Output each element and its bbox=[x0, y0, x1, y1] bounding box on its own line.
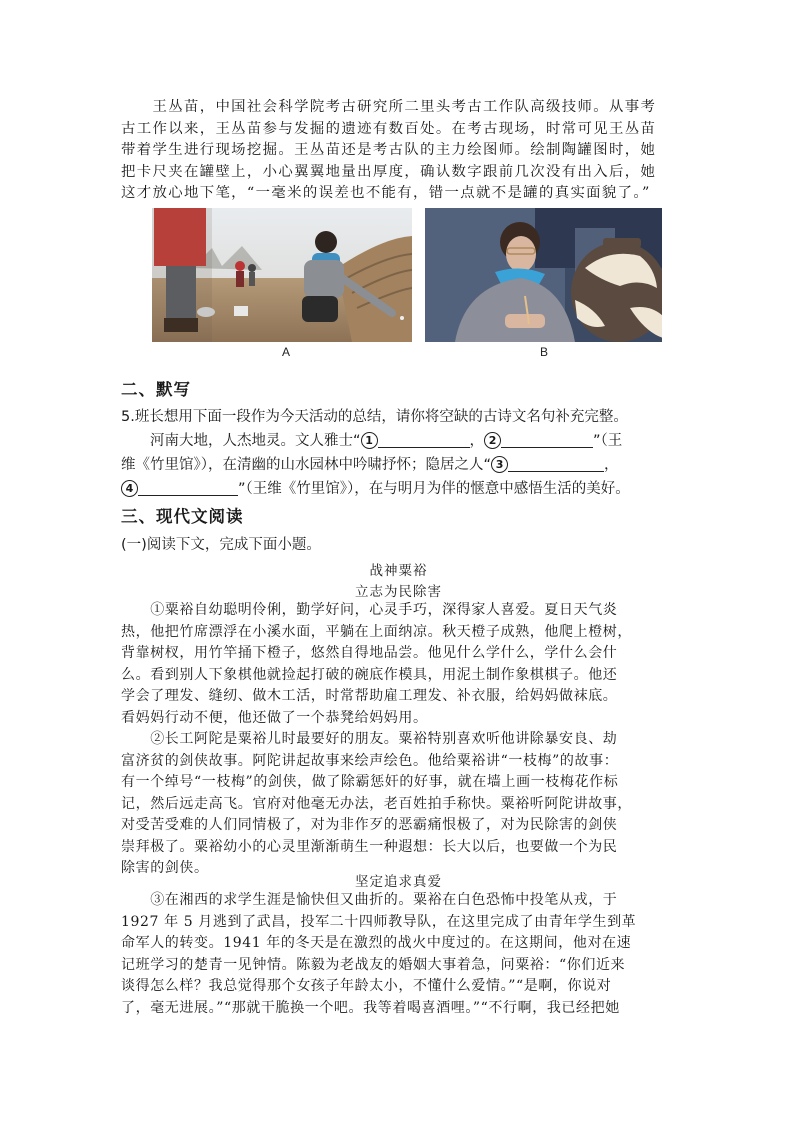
story-line: ①粟裕自幼聪明伶俐，勤学好问，心灵手巧，深得家人喜爱。夏日天气炎 bbox=[121, 602, 618, 618]
blank-number: 2 bbox=[484, 432, 501, 449]
intro-line: 古工作以来，王丛苗参与发掘的遗迹有数百处。在考古现场，时常可见王丛苗 bbox=[121, 120, 657, 137]
intro-paragraph bbox=[121, 97, 676, 205]
intro-line: 带着学生进行现场挖掘。王丛苗还是考古队的主力绘图师。绘制陶罐图时，她 bbox=[121, 142, 657, 158]
story-subheading-2: 坚定追求真爱 bbox=[355, 874, 442, 890]
photo-pottery-drawing bbox=[425, 208, 662, 342]
story-line: 了，毫无进展。”“那就干脆换一个吧。我等着喝喜酒哩。”“不行啊，我已经把她 bbox=[121, 999, 620, 1016]
story-line: 有一个绰号“一枝梅”的剑侠，做了除霸惩奸的好事，就在墙上画一枝梅花作标 bbox=[121, 774, 619, 790]
story-line: 热，他把竹席漂浮在小溪水面，平躺在上面纳凉。秋天橙子成熟，他爬上橙树， bbox=[121, 623, 632, 640]
answer-blank-3[interactable] bbox=[508, 456, 604, 472]
blank-number: 1 bbox=[361, 432, 378, 449]
story-line: 学会了理发、缝纫、做木工活，时常帮助雇工理发、补衣服，给妈妈做袜底。 bbox=[121, 688, 618, 704]
fill-text: ”（王 bbox=[593, 433, 623, 449]
photo-b-caption: B bbox=[540, 345, 549, 359]
photo-excavation-site bbox=[152, 208, 412, 342]
reading-instruction: (一)阅读下文，完成下面小题。 bbox=[121, 537, 321, 553]
answer-blank-2[interactable] bbox=[501, 432, 593, 448]
photo-a-caption: A bbox=[282, 345, 291, 359]
question-5-line-3 bbox=[121, 477, 686, 502]
story-line: ③在湘西的求学生涯是愉快但又曲折的。粟裕在白色恐怖中投笔从戎，于 bbox=[121, 892, 618, 908]
story-line: 记班学习的楚青一见钟情。陈毅为老战友的婚姻大事着急，问粟裕：“你们近来 bbox=[121, 956, 626, 973]
fill-text: 河南大地，人杰地灵。文人雅士“ bbox=[121, 433, 361, 449]
story-paragraph-1 bbox=[121, 600, 676, 729]
story-line: 背靠树杈，用竹竿捅下橙子，悠然自得地品尝。他见什么学什么，学什么会什 bbox=[121, 645, 618, 661]
fill-text: 维《竹里馆》），在清幽的山水园林中吟啸抒怀；隐居之人“ bbox=[121, 457, 492, 473]
story-paragraph-2 bbox=[121, 729, 676, 880]
story-line: 1927 年 5 月逃到了武昌，投军二十四师教导队，在这里完成了由青年学生到革 bbox=[121, 913, 637, 930]
story-line: ②长工阿陀是粟裕儿时最要好的朋友。粟裕特别喜欢听他讲除暴安良、劫 bbox=[121, 731, 618, 747]
intro-line: 王丛苗，中国社会科学院考古研究所二里头考古工作队高级技师。从事考 bbox=[121, 99, 657, 115]
story-line: 崇拜极了。粟裕幼小的心灵里渐渐萌生一种遐想：长大以后，也要做一个为民 bbox=[121, 838, 618, 855]
story-line: 记，然后远走高飞。官府对他毫无办法，老百姓拍手称快。粟裕听阿陀讲故事， bbox=[121, 795, 632, 812]
story-line: 命军人的转变。1941 年的冬天是在激烈的战火中度过的。在这期间，他对在速 bbox=[121, 935, 632, 951]
story-line: 么。看到别人下象棋他就捡起打破的碗底作模具，用泥土制作象棋棋子。他还 bbox=[121, 666, 618, 683]
answer-blank-4[interactable] bbox=[138, 480, 238, 496]
story-line: 对受苦受难的人们同情极了，对为非作歹的恶霸痛恨极了，对为民除害的剑侠 bbox=[121, 817, 618, 833]
fill-text: ， bbox=[604, 457, 619, 473]
story-line: 除害的剑侠。 bbox=[121, 860, 209, 876]
story-title: 战神粟裕 bbox=[369, 563, 428, 579]
story-line: 谈得怎么样？我总觉得那个女孩子年龄太小，不懂什么爱情。”“是啊，你说对 bbox=[121, 978, 612, 994]
section-title-modern-reading: 三、现代文阅读 bbox=[121, 507, 244, 526]
blank-number: 3 bbox=[491, 456, 508, 473]
question-5-prompt: 5.班长想用下面一段作为今天活动的总结，请你将空缺的古诗文名句补充完整。 bbox=[121, 409, 628, 425]
answer-blank-1[interactable] bbox=[378, 432, 470, 448]
fill-text: ”（王维《竹里馆》），在与明月为伴的惬意中感悟生活的美好。 bbox=[238, 481, 630, 497]
story-line: 富济贫的剑侠故事。阿陀讲起故事来绘声绘色。他给粟裕讲“一枝梅”的故事： bbox=[121, 752, 619, 769]
blank-number: 4 bbox=[121, 480, 138, 497]
question-5-line-2 bbox=[121, 453, 686, 478]
intro-line: 把卡尺夹在罐壁上，小心翼翼地量出厚度，确认数字跟前几次没有出入后，她 bbox=[121, 163, 657, 180]
story-line: 看妈妈行动不便，他还做了一个恭凳给妈妈用。 bbox=[121, 709, 428, 726]
fill-text: ， bbox=[469, 433, 485, 449]
intro-line: 这才放心地下笔，“一毫米的误差也不能有，错一点就不是罐的真实面貌了。” bbox=[121, 185, 651, 201]
section-title-dictation: 二、默写 bbox=[121, 380, 191, 399]
question-5-line-1 bbox=[121, 429, 686, 454]
story-subheading-1: 立志为民除害 bbox=[355, 584, 442, 600]
story-paragraph-3 bbox=[121, 890, 676, 1019]
